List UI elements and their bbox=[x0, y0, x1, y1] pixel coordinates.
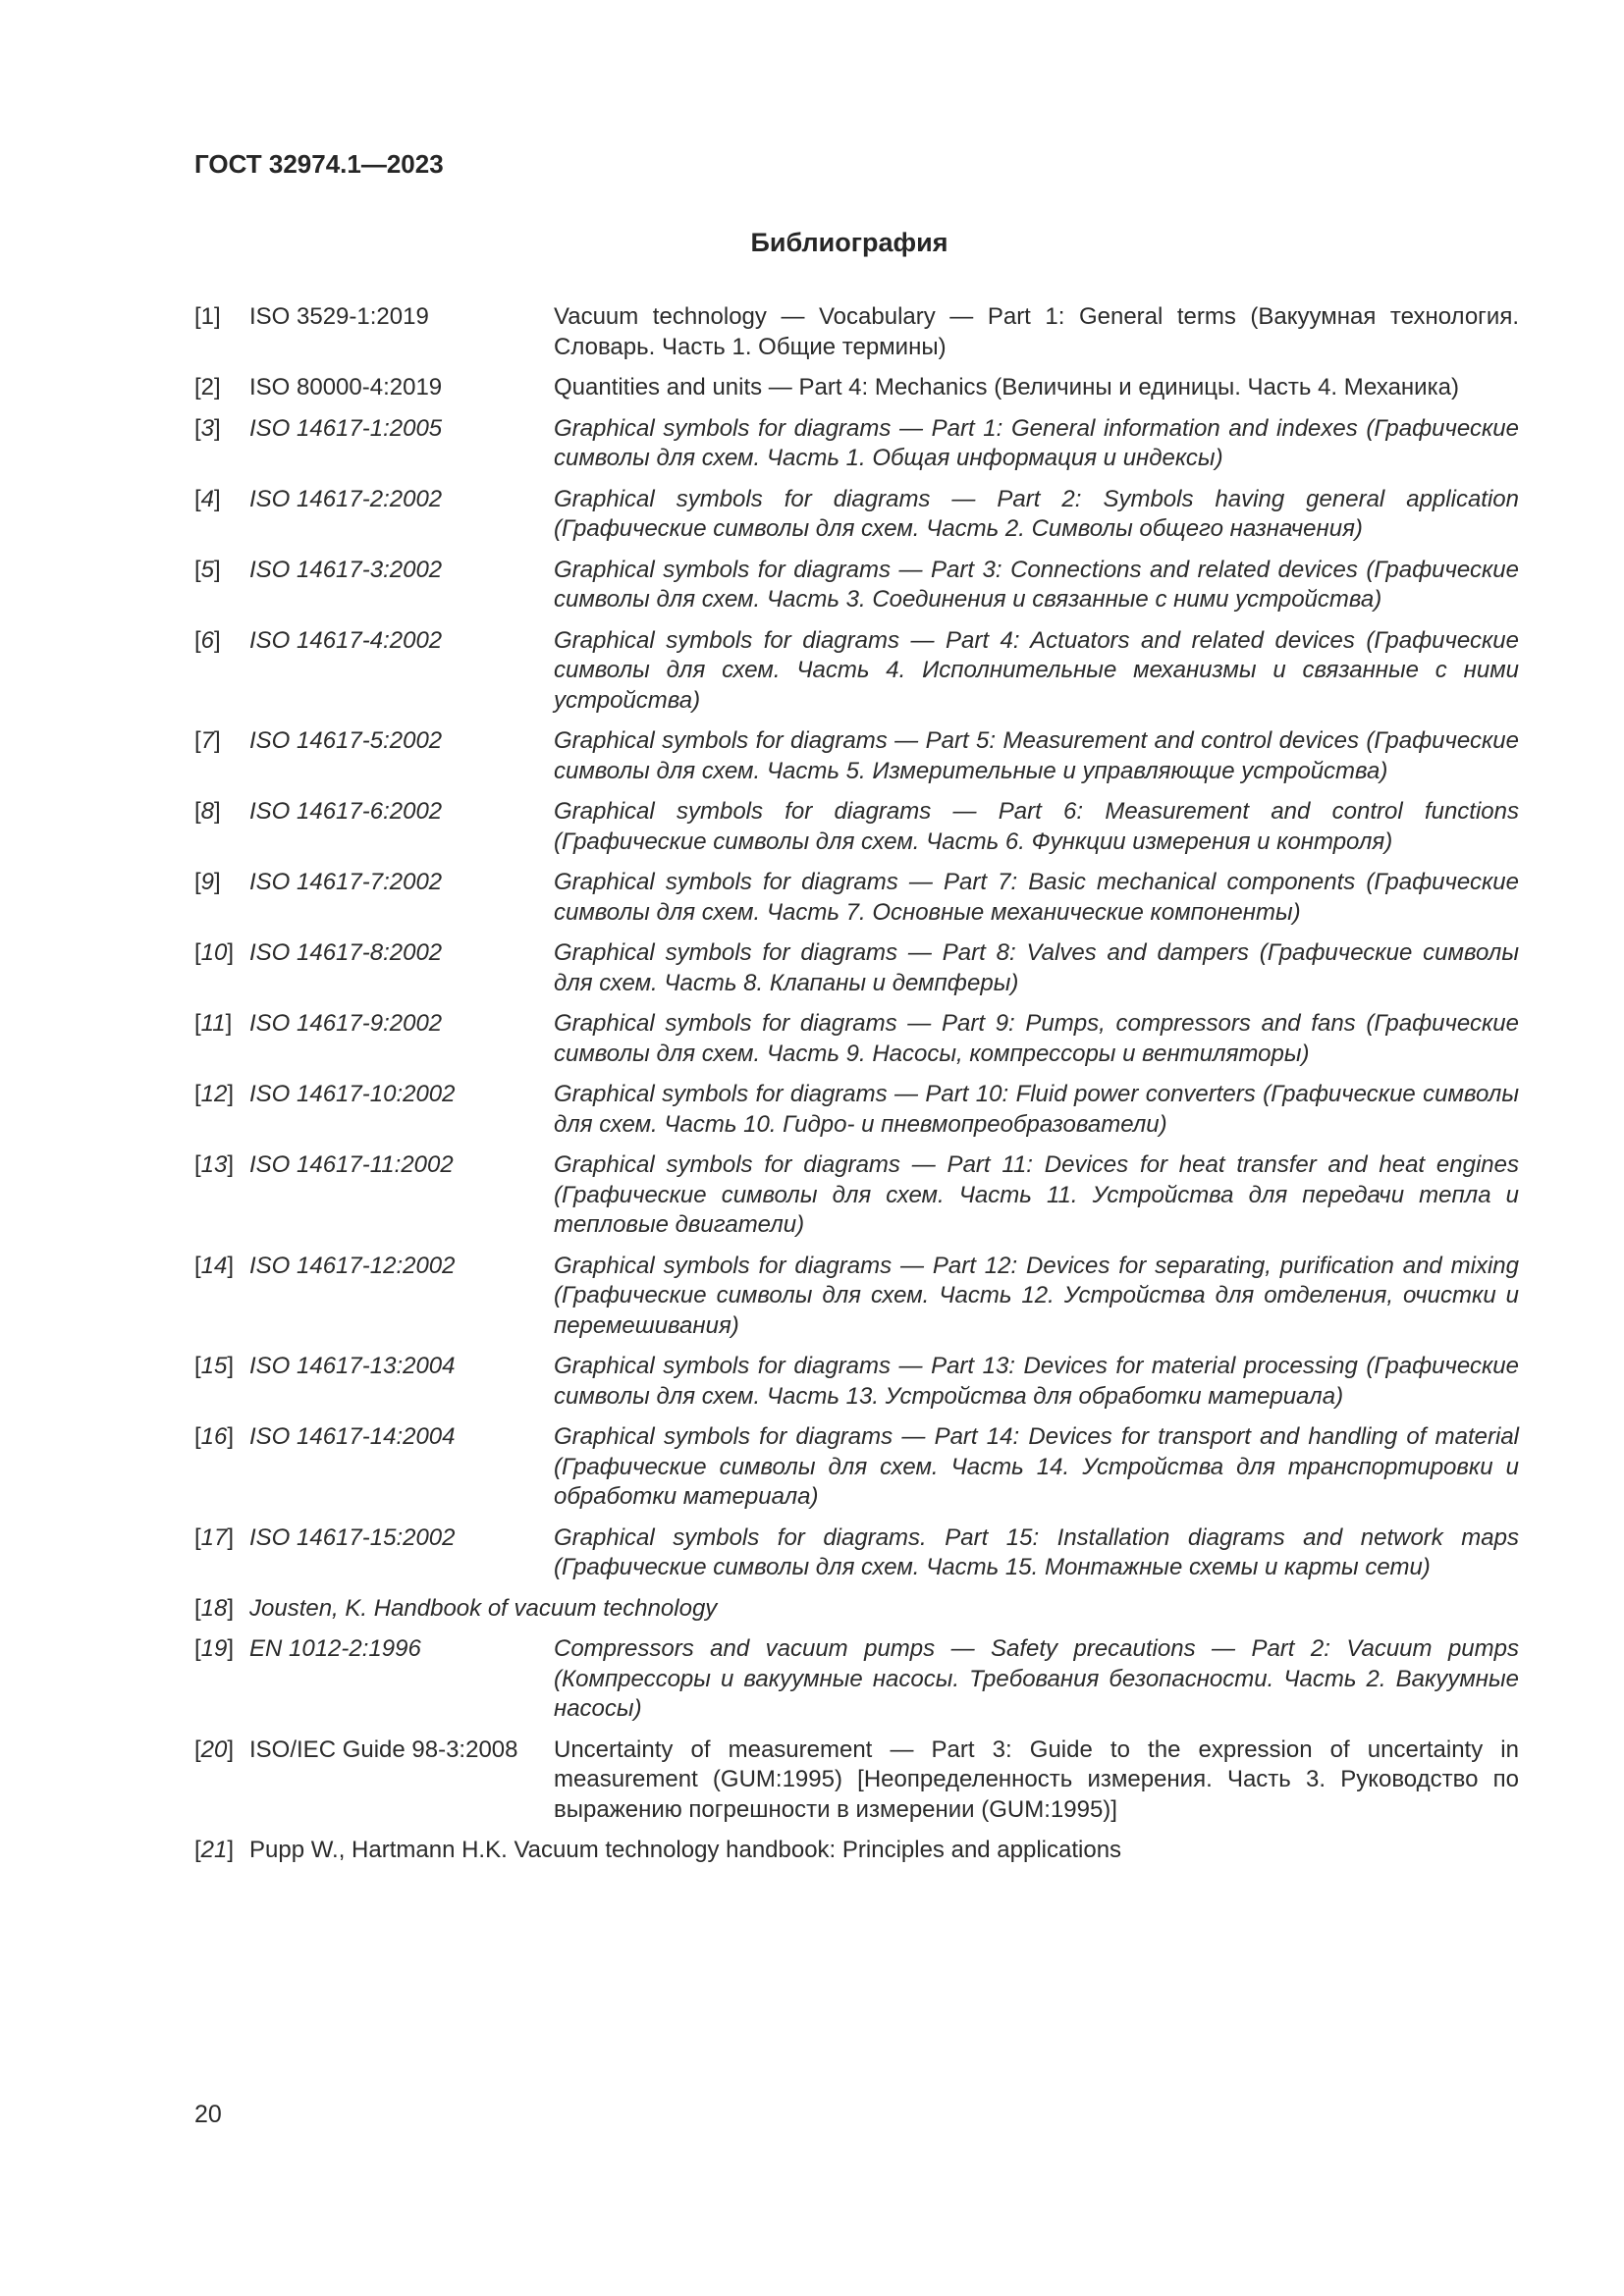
entry-number: [13] bbox=[194, 1151, 235, 1178]
entry-number: [15] bbox=[194, 1353, 235, 1379]
bibliography-title: Библиография bbox=[750, 228, 948, 257]
bibliography-entry bbox=[194, 868, 1519, 928]
entry-number: [9] bbox=[194, 869, 221, 895]
entry-code: ISO/IEC Guide 98-3:2008 bbox=[249, 1735, 518, 1763]
entry-title: Graphical symbols for diagrams — Part 9: Pumps, compressors and fans (Графические символы для схем. Часть 9. Насосы, компрессоры и вентиляторы) bbox=[554, 1010, 1519, 1067]
entry-code: EN 1012-2:1996 bbox=[249, 1635, 421, 1662]
bibliography-entry bbox=[194, 1836, 1519, 1866]
entry-code: ISO 14617-7:2002 bbox=[249, 869, 443, 895]
bibliography-entry bbox=[194, 797, 1519, 857]
entry-code: ISO 14617-8:2002 bbox=[249, 939, 443, 966]
entry-title: Graphical symbols for diagrams — Part 4: Actuators and related devices (Графические символы для схем. Часть 4. Исполнительные механизмы и связанные с ними устройства) bbox=[554, 626, 1519, 714]
entry-number: [3] bbox=[194, 414, 221, 442]
entry-number: [11] bbox=[194, 1010, 233, 1037]
bibliography-entry bbox=[194, 626, 1519, 717]
entry-title: Graphical symbols for diagrams — Part 13: Devices for material processing (Графические символы для схем. Часть 13. Устройства для обработки материала) bbox=[554, 1353, 1519, 1410]
entry-number: [12] bbox=[194, 1081, 235, 1107]
entry-code: ISO 14617-15:2002 bbox=[249, 1523, 456, 1551]
entry-title: Vacuum technology — Vocabulary — Part 1: General terms (Вакуумная технология. Словарь. Часть 1. Общие термины) bbox=[554, 303, 1519, 360]
entry-title: Graphical symbols for diagrams — Part 5: Measurement and control devices (Графические символы для схем. Часть 5. Измерительные и управляющие устройства) bbox=[554, 727, 1519, 784]
bibliography-entry bbox=[194, 1080, 1519, 1140]
bibliography-entry bbox=[194, 556, 1519, 615]
bibliography-entry bbox=[194, 1352, 1519, 1412]
entry-title: Graphical symbols for diagrams — Part 1: General information and indexes (Графические символы для схем. Часть 1. Общая информация и индексы) bbox=[554, 414, 1519, 471]
entry-code: ISO 14617-9:2002 bbox=[249, 1010, 443, 1037]
entry-code: ISO 80000-4:2019 bbox=[249, 374, 443, 400]
entry-number: [20] bbox=[194, 1735, 235, 1763]
entry-code: ISO 14617-6:2002 bbox=[249, 798, 443, 825]
entry-title: Graphical symbols for diagrams — Part 8: Valves and dampers (Графические символы для схем. Часть 8. Клапаны и демпферы) bbox=[554, 939, 1519, 996]
entry-number: [8] bbox=[194, 798, 221, 825]
document-header: ГОСТ 32974.1—2023 bbox=[194, 149, 444, 179]
bibliography-entry bbox=[194, 414, 1519, 474]
entry-title: Pupp W., Hartmann H.K. Vacuum technology handbook: Principles and applications bbox=[249, 1837, 1122, 1863]
entry-number: [16] bbox=[194, 1423, 235, 1450]
entry-code: ISO 14617-14:2004 bbox=[249, 1423, 456, 1450]
entry-title: Graphical symbols for diagrams — Part 12: Devices for separating, purification and mixing (Графические символы для схем. Часть 12. Устройства для отделения, очистки и перемешивания) bbox=[554, 1252, 1519, 1339]
entry-number: [10] bbox=[194, 939, 235, 966]
entry-code: ISO 14617-12:2002 bbox=[249, 1252, 456, 1279]
entry-title: Graphical symbols for diagrams — Part 3: Connections and related devices (Графические символы для схем. Часть 3. Соединения и связанные с ними устройства) bbox=[554, 556, 1519, 613]
entry-number: [14] bbox=[194, 1252, 235, 1279]
entry-title: Quantities and units — Part 4: Mechanics (Величины и единицы. Часть 4. Механика) bbox=[554, 374, 1459, 400]
entry-number: [6] bbox=[194, 626, 221, 654]
entry-number: [19] bbox=[194, 1635, 235, 1662]
bibliography-entry bbox=[194, 302, 1519, 362]
entry-title: Compressors and vacuum pumps — Safety precautions — Part 2: Vacuum pumps (Компрессоры и вакуумные насосы. Требования безопасности. Часть 2. Вакуумные насосы) bbox=[554, 1635, 1519, 1722]
entry-code: ISO 14617-3:2002 bbox=[249, 556, 443, 583]
entry-title: Graphical symbols for diagrams — Part 10: Fluid power converters (Графические символы для схем. Часть 10. Гидро- и пневмопреобразователи) bbox=[554, 1081, 1519, 1138]
entry-number: [5] bbox=[194, 556, 221, 583]
entry-number: [4] bbox=[194, 485, 221, 512]
bibliography-entry bbox=[194, 1735, 1519, 1826]
entry-title: Graphical symbols for diagrams — Part 6: Measurement and control functions (Графические символы для схем. Часть 6. Функции измерения и контроля) bbox=[554, 798, 1519, 855]
page-number: 20 bbox=[194, 2101, 222, 2128]
entry-number: [21] bbox=[194, 1837, 235, 1863]
entry-code: ISO 14617-13:2004 bbox=[249, 1353, 456, 1379]
bibliography-entry bbox=[194, 1252, 1519, 1342]
bibliography-list bbox=[194, 302, 1519, 1877]
entry-code: ISO 14617-11:2002 bbox=[249, 1151, 454, 1178]
bibliography-entry bbox=[194, 938, 1519, 998]
entry-code: ISO 14617-1:2005 bbox=[249, 414, 443, 442]
entry-number: [1] bbox=[194, 303, 221, 330]
bibliography-entry bbox=[194, 1422, 1519, 1513]
bibliography-entry bbox=[194, 1634, 1519, 1725]
bibliography-entry bbox=[194, 1150, 1519, 1241]
entry-title: Graphical symbols for diagrams — Part 7: Basic mechanical components (Графические символы для схем. Часть 7. Основные механические компоненты) bbox=[554, 869, 1519, 926]
entry-title: Graphical symbols for diagrams — Part 14: Devices for transport and handling of material (Графические символы для схем. Часть 14. Устройства для транспортировки и обработки материала) bbox=[554, 1423, 1519, 1510]
bibliography-entry bbox=[194, 726, 1519, 786]
entry-number: [7] bbox=[194, 727, 221, 754]
entry-title: Graphical symbols for diagrams — Part 2: Symbols having general application (Графические символы для схем. Часть 2. Символы общего назначения) bbox=[554, 485, 1519, 542]
entry-number: [17] bbox=[194, 1523, 235, 1551]
bibliography-entry bbox=[194, 485, 1519, 545]
entry-number: [18] bbox=[194, 1594, 235, 1622]
entry-code: ISO 14617-2:2002 bbox=[249, 485, 443, 512]
entry-number: [2] bbox=[194, 374, 221, 400]
entry-title: Uncertainty of measurement — Part 3: Guide to the expression of uncertainty in measurement (GUM:1995) [Неопределенность измерения. Часть 3. Руководство по выражению погрешности в измерении (GUM:1995)] bbox=[554, 1735, 1519, 1823]
entry-title: Jousten, K. Handbook of vacuum technology bbox=[249, 1594, 718, 1622]
entry-code: ISO 3529-1:2019 bbox=[249, 303, 429, 330]
bibliography-entry bbox=[194, 1523, 1519, 1583]
entry-title: Graphical symbols for diagrams. Part 15: Installation diagrams and network maps (Графические символы для схем. Часть 15. Монтажные схемы и карты сети) bbox=[554, 1523, 1519, 1580]
bibliography-entry bbox=[194, 373, 1519, 403]
entry-code: ISO 14617-4:2002 bbox=[249, 626, 443, 654]
entry-code: ISO 14617-10:2002 bbox=[249, 1081, 456, 1107]
bibliography-entry bbox=[194, 1009, 1519, 1069]
entry-code: ISO 14617-5:2002 bbox=[249, 727, 443, 754]
bibliography-entry bbox=[194, 1594, 1519, 1625]
entry-title: Graphical symbols for diagrams — Part 11: Devices for heat transfer and heat engines (Графические символы для схем. Часть 11. Устройства для передачи тепла и тепловые двигатели) bbox=[554, 1151, 1519, 1238]
